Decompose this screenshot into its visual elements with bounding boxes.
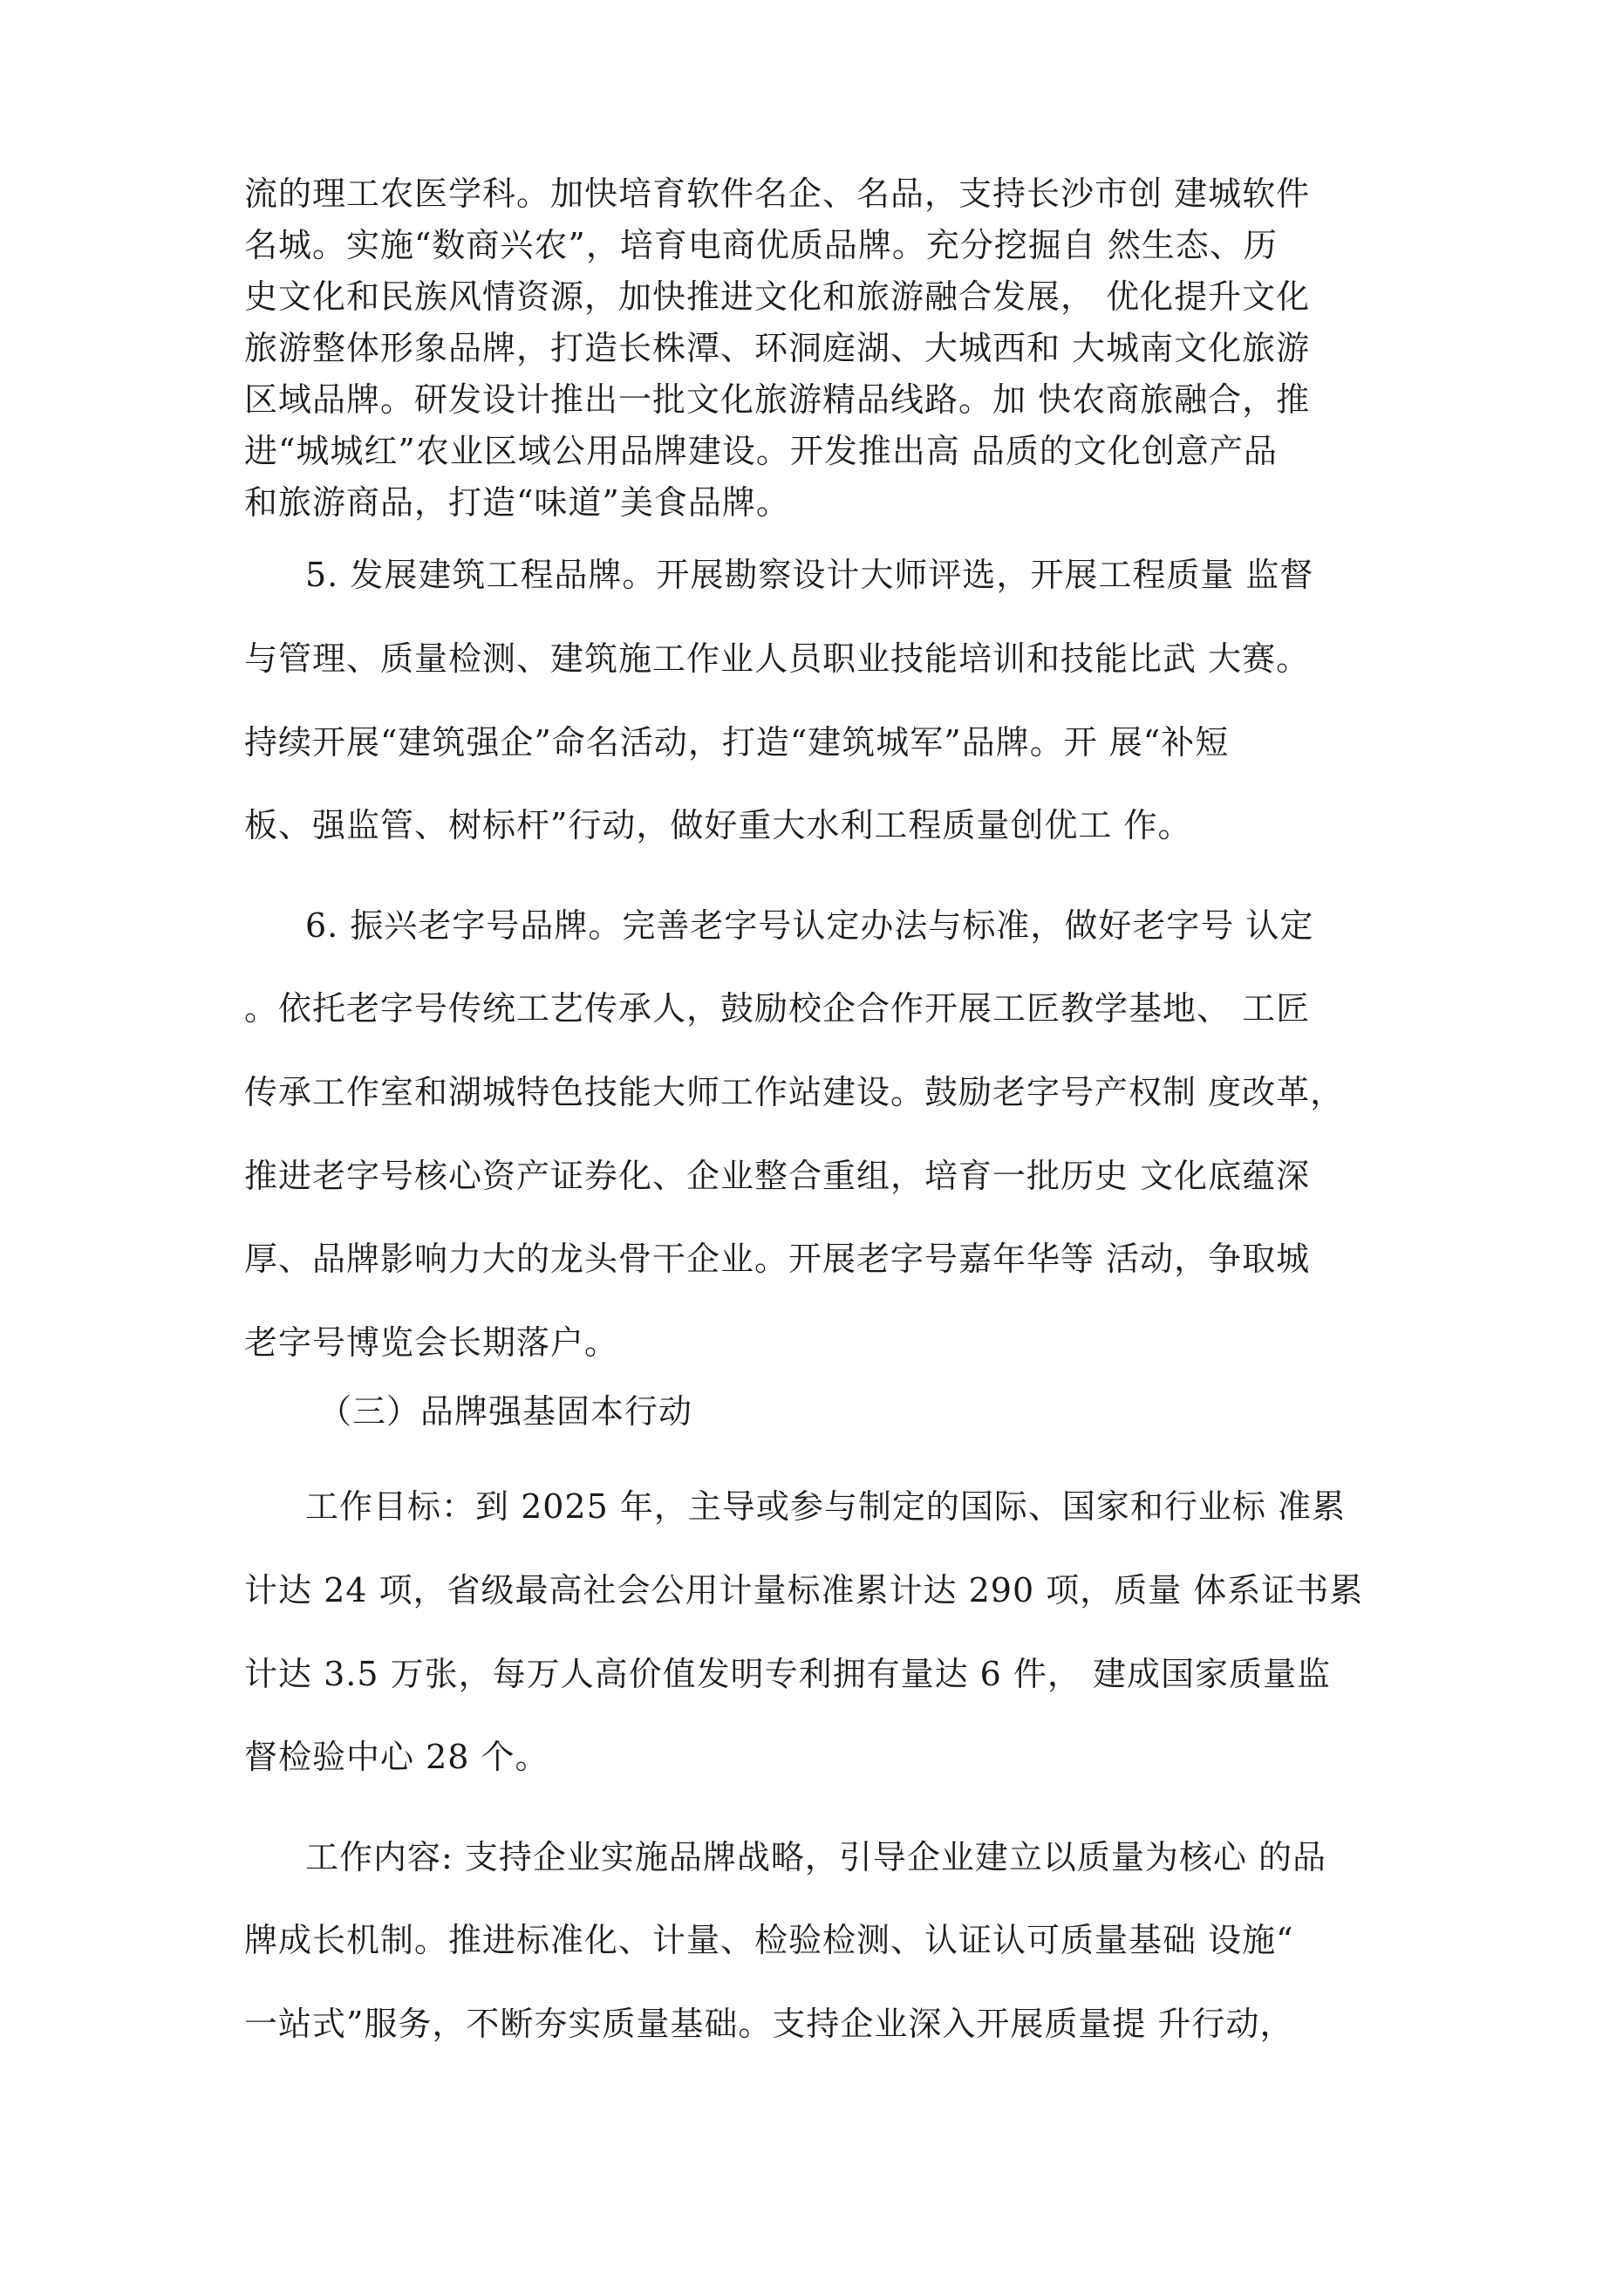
list-item-5-line: 与管理、质量检测、建筑施工作业人员职业技能培训和技能比武 大赛。 <box>244 639 1311 678</box>
work-content-line: 一站式”服务，不断夯实质量基础。支持企业深入开展质量提 升行动， <box>244 2005 1294 2043</box>
section-heading: （三）品牌强基固本行动 <box>318 1392 693 1431</box>
work-content-line: 工作内容: 支持企业实施品牌战略，引导企业建立以质量为核心 的品 <box>305 1838 1326 1876</box>
list-item-5-line: 板、强监管、树标杆”行动，做好重大水利工程质量创优工 作。 <box>244 806 1192 844</box>
paragraph-line: 区域品牌。研发设计推出一批文化旅游精品线路。加 快农商旅融合，推 <box>244 380 1311 419</box>
paragraph-line: 名城。实施“数商兴农”，培育电商优质品牌。充分挖掘自 然生态、历 <box>244 226 1278 264</box>
list-item-5-line: 5. 发展建筑工程品牌。开展勘察设计大师评选，开展工程质量 监督 <box>305 556 1314 594</box>
paragraph-line: 进“城城红”农业区域公用品牌建设。开发推出高 品质的文化创意产品 <box>244 432 1278 470</box>
work-goal-line: 工作目标：到 2025 年，主导或参与制定的国际、国家和行业标 准累 <box>305 1487 1346 1526</box>
list-item-6-line: 推进老字号核心资产证券化、企业整合重组，培育一批历史 文化底蕴深 <box>244 1157 1311 1195</box>
work-goal-line: 计达 24 项，省级最高社会公用计量标准累计达 290 项，质量 体系证书累 <box>244 1571 1364 1609</box>
list-item-5-line: 持续开展“建筑强企”命名活动，打造“建筑城军”品牌。开 展“补短 <box>244 723 1230 762</box>
list-item-6-line: 传承工作室和湖城特色技能大师工作站建设。鼓励老字号产权制 度改革， <box>244 1073 1345 1111</box>
list-item-6-line: 。依托老字号传统工艺传承人，鼓励校企合作开展工匠教学基地、 工匠 <box>244 989 1311 1028</box>
work-content-line: 牌成长机制。推进标准化、计量、检验检测、认证认可质量基础 设施“ <box>244 1921 1294 1959</box>
list-item-6-line: 老字号博览会长期落户。 <box>244 1323 619 1362</box>
work-goal-line: 督检验中心 28 个。 <box>244 1738 549 1776</box>
paragraph-line: 流的理工农医学科。加快培育软件名企、名品，支持长沙市创 建城软件 <box>244 174 1311 213</box>
paragraph-line: 史文化和民族风情资源，加快推进文化和旅游融合发展， 优化提升文化 <box>244 277 1311 316</box>
work-goal-line: 计达 3.5 万张，每万人高价值发明专利拥有量达 6 件， 建成国家质量监 <box>244 1655 1332 1693</box>
paragraph-line: 旅游整体形象品牌，打造长株潭、环洞庭湖、大城西和 大城南文化旅游 <box>244 329 1311 367</box>
list-item-6-line: 厚、品牌影响力大的龙头骨干企业。开展老字号嘉年华等 活动，争取城 <box>244 1240 1311 1278</box>
list-item-6-line: 6. 振兴老字号品牌。完善老字号认定办法与标准，做好老字号 认定 <box>305 906 1314 945</box>
paragraph-line: 和旅游商品，打造“味道”美食品牌。 <box>244 483 790 522</box>
